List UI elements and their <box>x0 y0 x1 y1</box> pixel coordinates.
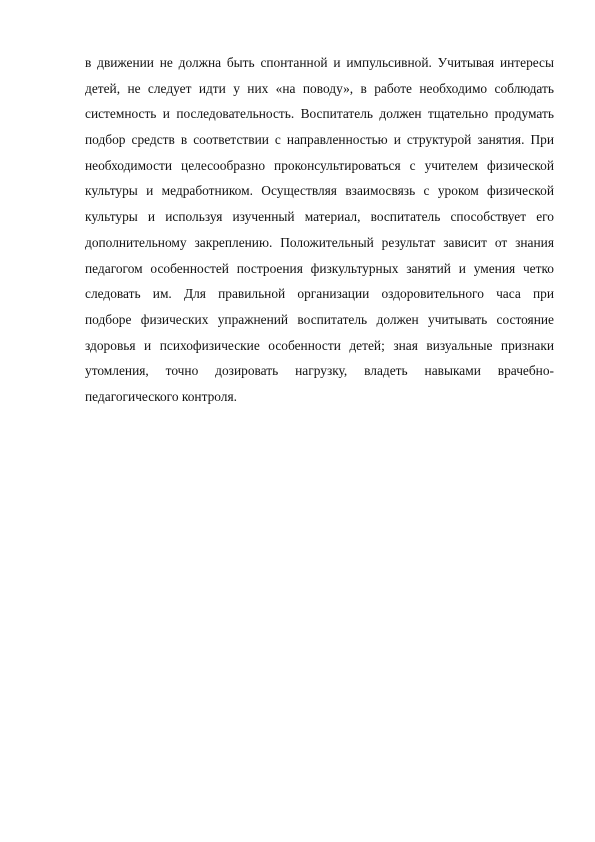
paragraph-line: культуры и используя изученный материал, воспитатель способствует его <box>85 209 554 225</box>
body-paragraph <box>85 50 554 410</box>
paragraph-line: утомления, точно дозировать нагрузку, владеть навыками врачебно- <box>85 363 554 379</box>
paragraph-line: дополнительному закреплению. Положительный результат зависит от знания <box>85 234 554 250</box>
paragraph-line: педагогом особенностей построения физкультурных занятий и умения четко <box>85 260 554 276</box>
paragraph-line: подбор средств в соответствии с направленностью и структурой занятия. При <box>85 132 554 148</box>
paragraph-line: следовать им. Для правильной организации оздоровительного часа при <box>85 286 554 302</box>
paragraph-line: системность и последовательность. Воспитатель должен тщательно продумать <box>85 106 554 122</box>
paragraph-line: подборе физических упражнений воспитатель должен учитывать состояние <box>85 311 554 327</box>
paragraph-line: культуры и медработником. Осуществляя взаимосвязь с уроком физической <box>85 183 554 199</box>
paragraph-line: необходимости целесообразно проконсультироваться с учителем физической <box>85 157 554 173</box>
paragraph-line: здоровья и психофизические особенности детей; зная визуальные признаки <box>85 337 554 353</box>
paragraph-line: детей, не следует идти у них «на поводу», в работе необходимо соблюдать <box>85 80 554 96</box>
paragraph-line-last: педагогического контроля. <box>85 388 237 404</box>
paragraph-line: в движении не должна быть спонтанной и импульсивной. Учитывая интересы <box>85 55 554 70</box>
